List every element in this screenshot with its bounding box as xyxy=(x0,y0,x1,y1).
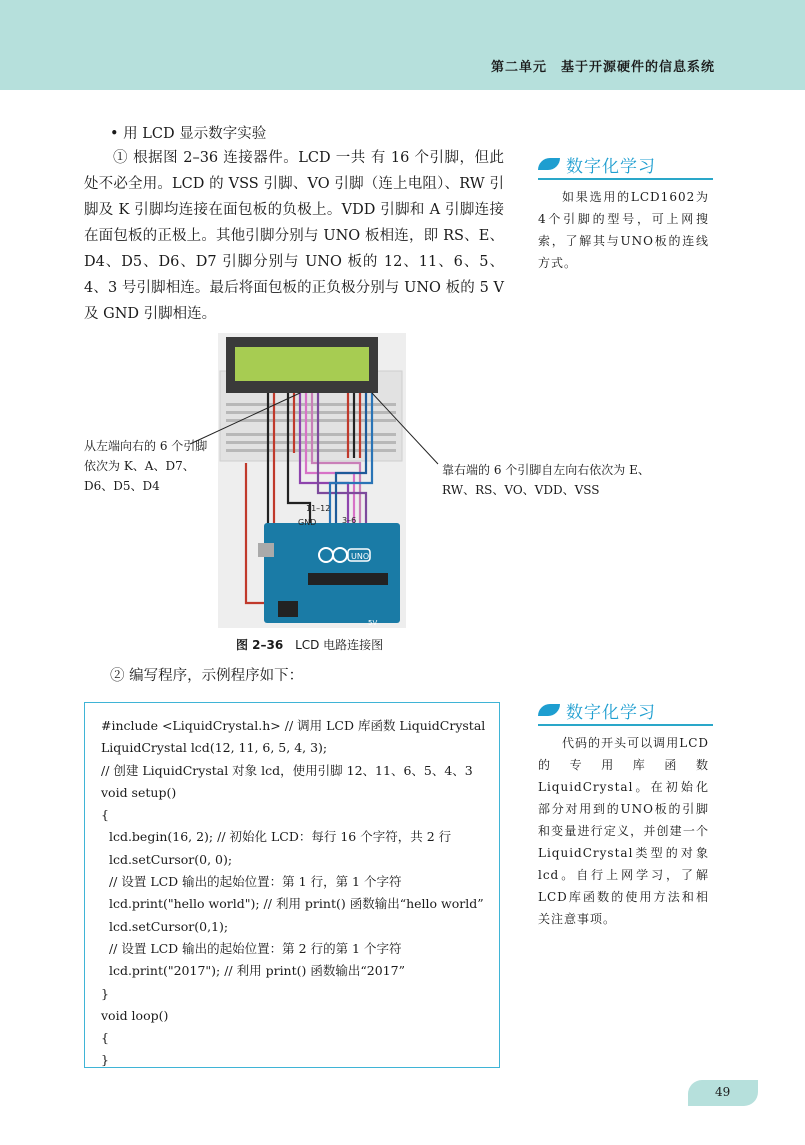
code-line: // 创建 LiquidCrystal 对象 lcd，使用引脚 12、11、6、5、4、3 xyxy=(101,762,473,778)
code-line: lcd.print("2017"); // 利用 print() 函数输出“2017” xyxy=(101,963,405,979)
sidebar-text: 如果选用的LCD1602为4个引脚的型号，可上网搜索，了解其与UNO板的连线方式。 xyxy=(538,190,709,270)
step1-text: ① 根据图 2–36 连接器件。LCD 一共 有 16 个引脚，但此处不必全用。LCD 的 VSS 引脚、VO 引脚（连上电阻）、RW 引脚及 K 引脚均连接在面包板的负极上。VDD 引脚和 A 引脚连接在面包板的正极上。其他引脚分别与 UNO 板相连，即 RS、E、D4、D5、D6、D7 引脚分别与 UNO 板的 12、11、6、5、4、3 号引脚相连。最后将面包板的正负极分别与 UNO 板的 5 V 及 GND 引脚相连。 xyxy=(84,150,504,322)
code-line: { xyxy=(101,807,109,823)
code-line: lcd.begin(16, 2); // 初始化 LCD：每行 16 个字符，共 2 行 xyxy=(101,829,452,845)
code-line: lcd.print("hello world"); // 利用 print() 函数输出“hello world” xyxy=(101,896,484,912)
caption-number: 图 2–36 xyxy=(236,638,284,652)
unit-title: 第二单元 基于开源硬件的信息系统 xyxy=(490,60,715,75)
code-line: } xyxy=(101,1052,109,1068)
sidebar-title: 数字化学习 xyxy=(566,156,656,177)
code-line: #include <LiquidCrystal.h> // 调用 LCD 库函数 LiquidCrystal xyxy=(101,718,486,733)
section-bullet: • 用 LCD 显示数字实验 xyxy=(110,126,267,142)
sidebar-title: 数字化学习 xyxy=(566,702,656,723)
pin-label-gnd: GND xyxy=(298,518,317,527)
code-line: void setup() xyxy=(101,784,177,800)
sidebar-header xyxy=(538,696,713,726)
code-line: } xyxy=(101,985,109,1001)
sidebar-digital-learning-2 xyxy=(538,696,713,930)
sidebar-text: 代码的开头可以调用LCD的专用库函数LiquidCrystal。在初始化部分对用到的UNO板的引脚和变量进行定义，并创建一个LiquidCrystal类型的对象lcd。自行上网学习，了解LCD库函数的使用方法和相关注意事项。 xyxy=(538,736,709,926)
pin-label-5v: 5V xyxy=(368,619,378,627)
code-line: lcd.setCursor(0, 0); xyxy=(101,851,233,867)
pin-label-3-6: 3–6 xyxy=(342,516,357,525)
page-number: 49 xyxy=(715,1085,731,1099)
uno-label: UNO xyxy=(351,552,370,561)
figure-caption xyxy=(236,636,383,653)
pin-label-11-12: 11–12 xyxy=(306,504,331,513)
annotation-left: 从左端向右的 6 个引脚依次为 K、A、D7、D6、D5、D4 xyxy=(84,439,208,493)
code-line: // 设置 LCD 输出的起始位置：第 1 行，第 1 个字符 xyxy=(101,874,402,890)
code-line: LiquidCrystal lcd(12, 11, 6, 5, 4, 3); xyxy=(101,740,328,756)
annotation-right: 靠右端的 6 个引脚自左向右依次为 E、RW、RS、VO、VDD、VSS xyxy=(442,463,650,497)
code-line: { xyxy=(101,1030,109,1046)
caption-text: LCD 电路连接图 xyxy=(295,638,384,652)
code-line: void loop() xyxy=(101,1007,169,1023)
code-line: lcd.setCursor(0,1); xyxy=(101,918,229,934)
leaf-icon xyxy=(538,704,560,716)
code-listing xyxy=(84,702,500,1068)
code-line: // 设置 LCD 输出的起始位置：第 2 行的第 1 个字符 xyxy=(101,940,402,956)
step2-text: ② 编写程序，示例程序如下： xyxy=(110,668,304,684)
